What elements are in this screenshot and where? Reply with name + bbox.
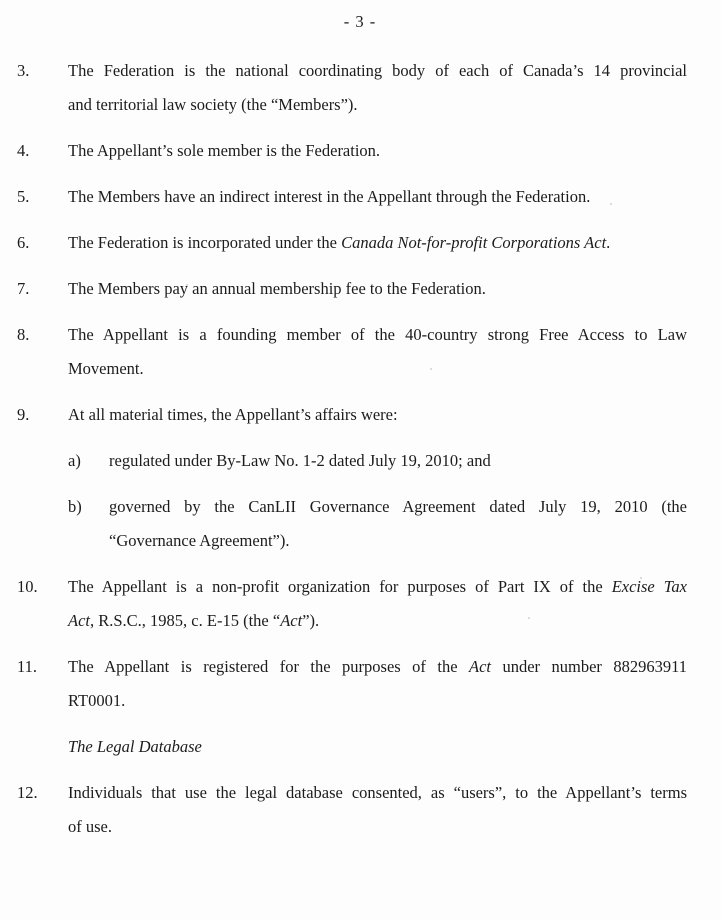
scan-speck: [430, 368, 432, 370]
scan-speck: [272, 795, 274, 797]
page-number: - 3 -: [343, 12, 377, 31]
scan-speck: [186, 284, 188, 286]
item-number: 4.: [17, 141, 30, 160]
item-number: 8.: [17, 325, 30, 344]
numbered-paragraph: [17, 226, 687, 260]
item-number: 5.: [17, 187, 30, 206]
scan-speck: [610, 203, 612, 205]
numbered-paragraph: [17, 398, 687, 432]
item-text: Individuals that use the legal database consented, as “users”, to the Appellant’s terms of use.: [68, 783, 687, 836]
item-number: 10.: [17, 577, 38, 596]
item-number: b): [68, 497, 82, 516]
sub-item: [68, 444, 687, 478]
scan-speck: [640, 577, 642, 579]
item-number: 6.: [17, 233, 30, 252]
item-number: 7.: [17, 279, 30, 298]
item-text: governed by the CanLII Governance Agreement dated July 19, 2010 (the “Governance Agreement”).: [109, 497, 687, 550]
numbered-paragraph: [17, 272, 687, 306]
scan-speck: [528, 617, 530, 619]
item-text: The Members have an indirect interest in the Appellant through the Federation.: [68, 187, 591, 206]
item-text: The Federation is the national coordinating body of each of Canada’s 14 provincial and territorial law society (the “Members”).: [68, 61, 687, 114]
item-text: The Appellant’s sole member is the Federation.: [68, 141, 381, 160]
item-text: The Appellant is a non-profit organization for purposes of Part IX of the Excise Tax Act, R.S.C., 1985, c. E-15 (the “Act”).: [68, 577, 687, 630]
item-text: The Appellant is a founding member of the 40-country strong Free Access to Law Movement.: [68, 325, 687, 378]
numbered-paragraph: [17, 134, 687, 168]
item-number: 9.: [17, 405, 30, 424]
numbered-paragraph: [17, 318, 687, 386]
numbered-paragraph: [17, 54, 687, 122]
numbered-paragraph: [17, 570, 687, 638]
document-content: [17, 54, 687, 844]
numbered-paragraph: [17, 776, 687, 844]
item-text: The Appellant is registered for the purposes of the Act under number 882963911 RT0001.: [68, 657, 687, 710]
item-text: regulated under By-Law No. 1-2 dated July 19, 2010; and: [109, 451, 491, 470]
numbered-paragraph: [17, 650, 687, 718]
item-number: 11.: [17, 657, 38, 676]
section-heading: The Legal Database: [68, 737, 202, 756]
item-number: 12.: [17, 783, 38, 802]
sub-item: [68, 490, 687, 558]
numbered-paragraph: [17, 180, 687, 214]
item-text: The Federation is incorporated under the Canada Not-for-profit Corporations Act.: [68, 233, 611, 252]
item-number: 3.: [17, 61, 30, 80]
item-number: a): [68, 451, 81, 470]
item-text: At all material times, the Appellant’s affairs were:: [68, 405, 398, 424]
item-text: The Members pay an annual membership fee to the Federation.: [68, 279, 486, 298]
